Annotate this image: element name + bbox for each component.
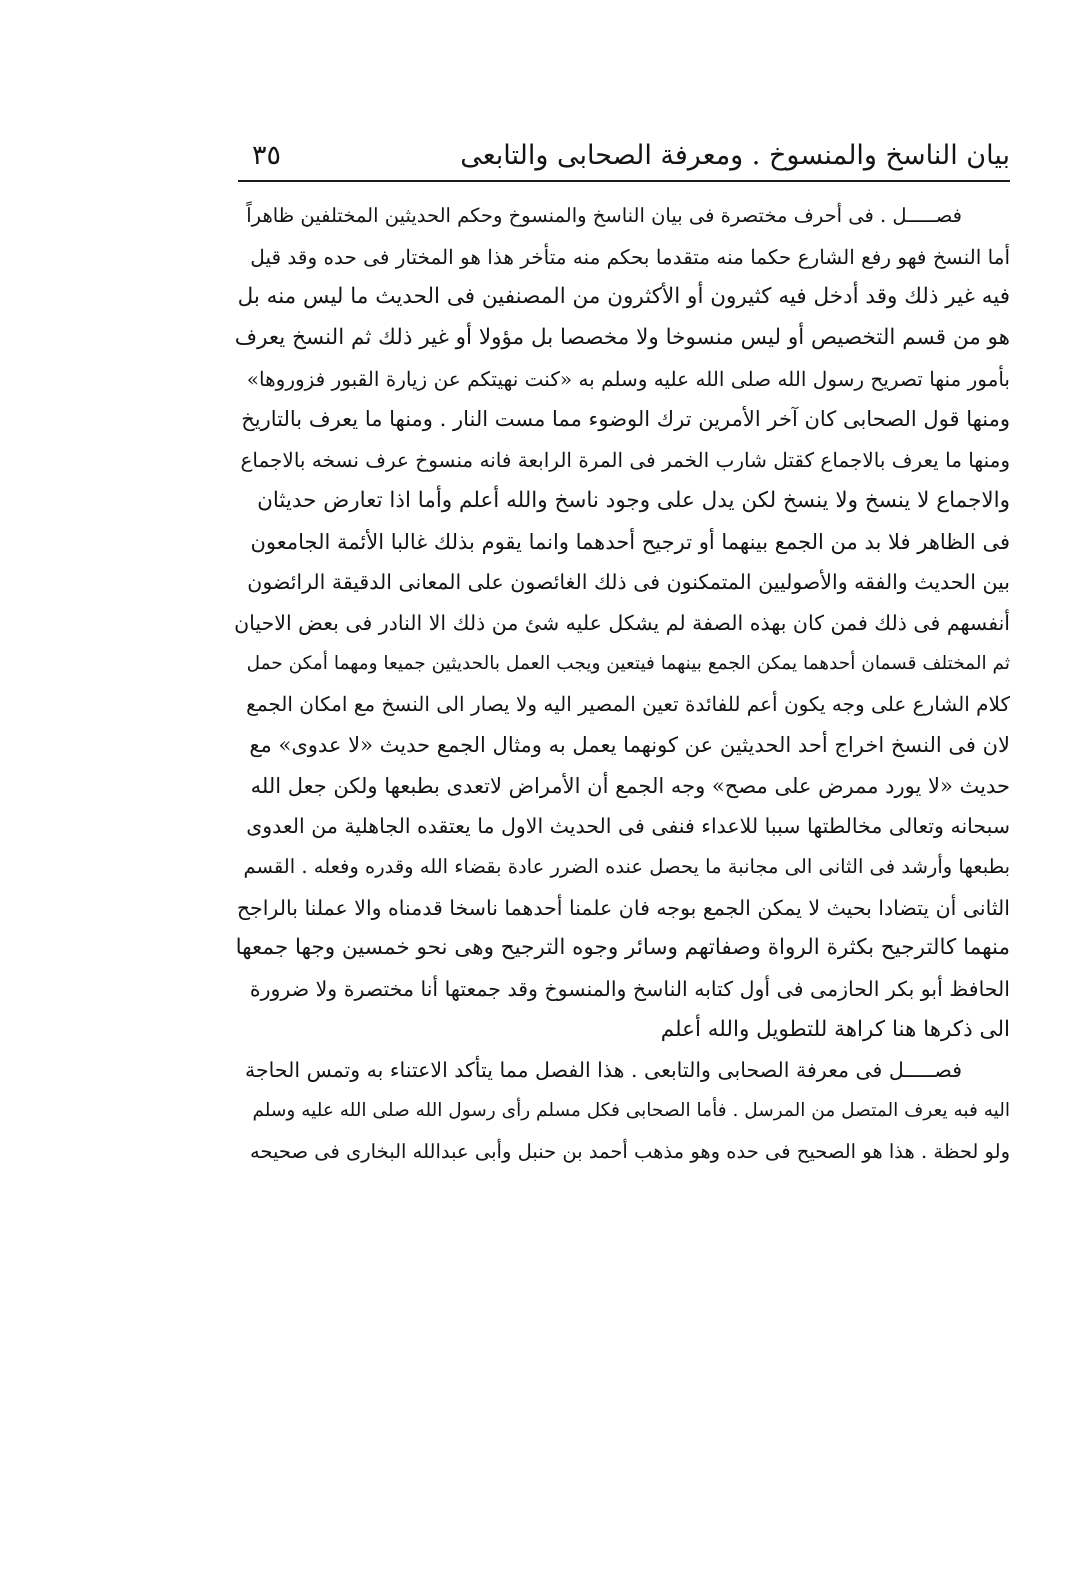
text-line: أنفسهم فى ذلك فمن كان بهذه الصفة لم يشكل عليه شئ من ذلك الا النادر فى بعض الاحيان — [234, 610, 1010, 635]
text-line: سبحانه وتعالى مخالطتها سببا للاعداء فنفى فى الحديث الاول ما يعتقده الجاهلية من العدوى — [246, 814, 1010, 839]
text-line: هو من قسم التخصيص أو ليس منسوخا ولا مخصصا بل مؤولا أو غير ذلك ثم النسخ يعرف — [234, 325, 1010, 351]
page-number: ٣٥ — [252, 140, 282, 171]
text-line: ومنها ما يعرف بالاجماع كقتل شارب الخمر فى المرة الرابعة فانه منسوخ عرف نسخه بالاجماع — [240, 448, 1010, 473]
text-line: ومنها قول الصحابى كان آخر الأمرين ترك الوضوء مما مست النار . ومنها ما يعرف بالتاريخ — [241, 407, 1010, 432]
text-line: والاجماع لا ينسخ ولا ينسخ لكن يدل على وجود ناسخ والله أعلم وأما اذا تعارض حديثان — [257, 487, 1010, 513]
header-rule — [238, 180, 1010, 182]
text-line: ثم المختلف قسمان أحدهما يمكن الجمع بينهما فيتعين ويجب العمل بالحديثين جميعا ومهما أمكن حمل — [246, 652, 1010, 674]
text-line: حديث «لا يورد ممرض على مصح» وجه الجمع أن الأمراض لاتعدى بطبعها ولكن جعل الله — [250, 773, 1010, 798]
text-line: الحافظ أبو بكر الحازمى فى أول كتابه الناسخ والمنسوخ وقد جمعتها أنا مختصرة ولا ضرورة — [249, 977, 1010, 1002]
text-line: فيه غير ذلك وقد أدخل فيه كثيرون أو الأكثرون من المصنفين فى الحديث ما ليس منه بل — [237, 284, 1010, 310]
text-line: بطبعها وأرشد فى الثانى الى مجانبة ما يحصل عنده الضرر عادة بقضاء الله وقدره وفعله . القسم — [243, 855, 1010, 878]
text-line: بأمور منها تصريح رسول الله صلى الله عليه وسلم به «كنت نهيتكم عن زيارة القبور فزوروها» — [246, 366, 1010, 391]
text-line: لان فى النسخ اخراج أحد الحديثين عن كونهما يعمل به ومثال الجمع حديث «لا عدوى» مع — [249, 732, 1010, 757]
text-line: الثانى أن يتضادا بحيث لا يمكن الجمع بوجه فان علمنا أحدهما ناسخا قدمناه والا عملنا بالراجح — [236, 895, 1010, 920]
body-text — [234, 196, 1010, 1173]
text-line: كلام الشارع على وجه يكون أعم للفائدة تعين المصير اليه ولا يصار الى النسخ مع امكان الجمع — [246, 692, 1010, 717]
text-line: ولو لحظة . هذا هو الصحيح فى حده وهو مذهب أحمد بن حنبل وأبى عبدالله البخارى فى صحيحه — [249, 1139, 1010, 1163]
text-line: اليه فبه يعرف المتصل من المرسل . فأما الصحابى فكل مسلم رأى رسول الله صلى الله عليه وسلم — [252, 1100, 1010, 1122]
text-line: فى الظاهر فلا بد من الجمع بينهما أو ترجيح أحدهما وانما يقوم بذلك غالبا الأئمة الجامعون — [250, 529, 1010, 554]
section-heading-naskh: فصـــــل . فى أحرف مختصرة فى بيان الناسخ والمنسوخ وحكم الحديثين المختلفين ظاهراً — [246, 204, 962, 227]
text-line: أما النسخ فهو رفع الشارع حكما منه متقدما بحكم منه متأخر هذا هو المختار فى حده وقد قيل — [250, 244, 1010, 269]
running-header — [238, 134, 1010, 178]
text-line: الى ذكرها هنا كراهة للتطويل والله أعلم — [660, 1016, 1010, 1042]
text-line: منهما كالترجيح بكثرة الرواة وصفاتهم وسائر وجوه الترجيح وهى نحو خمسين وجها جمعها — [235, 935, 1010, 961]
text-line: بين الحديث والفقه والأصوليين المتمكنون فى ذلك الغائصون على المعانى الدقيقة الرائضون — [247, 570, 1010, 595]
running-header-title: بيان الناسخ والمنسوخ . ومعرفة الصحابى والتابعى — [460, 140, 1010, 171]
section-heading-sahabi: فصـــــل فى معرفة الصحابى والتابعى . هذا الفصل مما يتأكد الاعتناء به وتمس الحاجة — [244, 1058, 962, 1083]
